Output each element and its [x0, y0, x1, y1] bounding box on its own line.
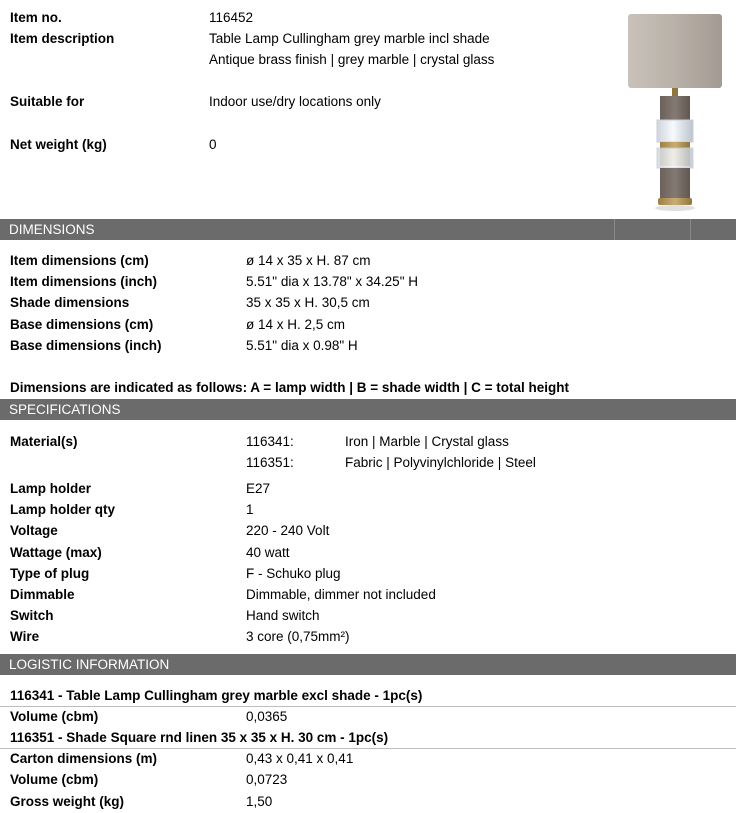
material-code: 116351:: [246, 455, 294, 470]
dim-label: Item dimensions (cm): [10, 253, 149, 268]
dim-value: 5.51" dia x 13.78" x 34.25" H: [246, 274, 418, 289]
spec-label: Type of plug: [10, 566, 90, 581]
spec-label: Dimmable: [10, 587, 75, 602]
dimensions-note: Dimensions are indicated as follows: A = lamp width | B = shade width | C = total height: [10, 380, 570, 395]
lamp-shade: [628, 14, 722, 88]
spec-value: 3 core (0,75mm²): [246, 629, 350, 644]
logistic-section-header: [0, 654, 736, 675]
dim-label: Shade dimensions: [10, 295, 130, 310]
spec-label: Wattage (max): [10, 545, 102, 560]
logistic-item-title: 116351 - Shade Square rnd linen 35 x 35 x H. 30 cm - 1pc(s): [10, 730, 389, 745]
lamp-base: [658, 198, 692, 205]
spec-value: 40 watt: [246, 545, 290, 560]
dimensions-section-header: [0, 219, 736, 240]
lamp-marble-top: [660, 96, 690, 120]
dim-value: ø 14 x 35 x H. 87 cm: [246, 253, 371, 268]
spec-label: Voltage: [10, 523, 58, 538]
dim-value: 35 x 35 x H. 30,5 cm: [246, 295, 370, 310]
item-no-label: Item no.: [10, 10, 62, 25]
spec-label: Lamp holder: [10, 481, 92, 496]
spec-value: Hand switch: [246, 608, 320, 623]
band-divider: [690, 219, 691, 240]
materials-label: Material(s): [10, 434, 78, 449]
dim-label: Base dimensions (inch): [10, 338, 162, 353]
item-description-line2: Antique brass finish | grey marble | crystal glass: [209, 52, 495, 67]
logistic-value: 0,0723: [246, 772, 288, 787]
lamp-marble-bottom: [660, 168, 690, 198]
material-value: Iron | Marble | Crystal glass: [345, 434, 509, 449]
net-weight-value: 0: [209, 137, 217, 152]
item-description-line1: Table Lamp Cullingham grey marble incl shade: [209, 31, 490, 46]
spec-value: 220 - 240 Volt: [246, 523, 330, 538]
net-weight-label: Net weight (kg): [10, 137, 107, 152]
lamp-crystal-1: [657, 120, 693, 142]
suitable-for-label: Suitable for: [10, 94, 85, 109]
dim-value: 5.51" dia x 0.98" H: [246, 338, 358, 353]
dim-label: Item dimensions (inch): [10, 274, 158, 289]
spec-label: Wire: [10, 629, 40, 644]
dimensions-title: DIMENSIONS: [9, 222, 95, 237]
logistic-item-title: 116341 - Table Lamp Cullingham grey marble excl shade - 1pc(s): [10, 688, 423, 703]
band-divider: [614, 219, 615, 240]
material-value: Fabric | Polyvinylchloride | Steel: [345, 455, 536, 470]
spec-label: Switch: [10, 608, 54, 623]
logistic-label: Volume (cbm): [10, 709, 99, 724]
spec-value: 1: [246, 502, 254, 517]
spec-value: Dimmable, dimmer not included: [246, 587, 436, 602]
logistic-label: Gross weight (kg): [10, 794, 125, 809]
spec-label: Lamp holder qty: [10, 502, 116, 517]
lamp-crystal-2: [657, 148, 693, 168]
specifications-section-header: [0, 399, 736, 420]
item-no-value: 116452: [209, 10, 254, 25]
logistic-label: Volume (cbm): [10, 772, 99, 787]
row-divider: [0, 706, 736, 707]
dim-value: ø 14 x H. 2,5 cm: [246, 317, 346, 332]
spec-value: E27: [246, 481, 271, 496]
item-description-label: Item description: [10, 31, 115, 46]
spec-value: F - Schuko plug: [246, 566, 341, 581]
material-code: 116341:: [246, 434, 294, 449]
logistic-value: 0,43 x 0,41 x 0,41: [246, 751, 354, 766]
suitable-for-value: Indoor use/dry locations only: [209, 94, 381, 109]
row-divider: [0, 748, 736, 749]
logistic-value: 1,50: [246, 794, 273, 809]
dim-label: Base dimensions (cm): [10, 317, 154, 332]
logistic-title: LOGISTIC INFORMATION: [9, 657, 170, 672]
product-image: [620, 8, 730, 213]
logistic-label: Carton dimensions (m): [10, 751, 158, 766]
specifications-title: SPECIFICATIONS: [9, 402, 121, 417]
logistic-value: 0,0365: [246, 709, 288, 724]
